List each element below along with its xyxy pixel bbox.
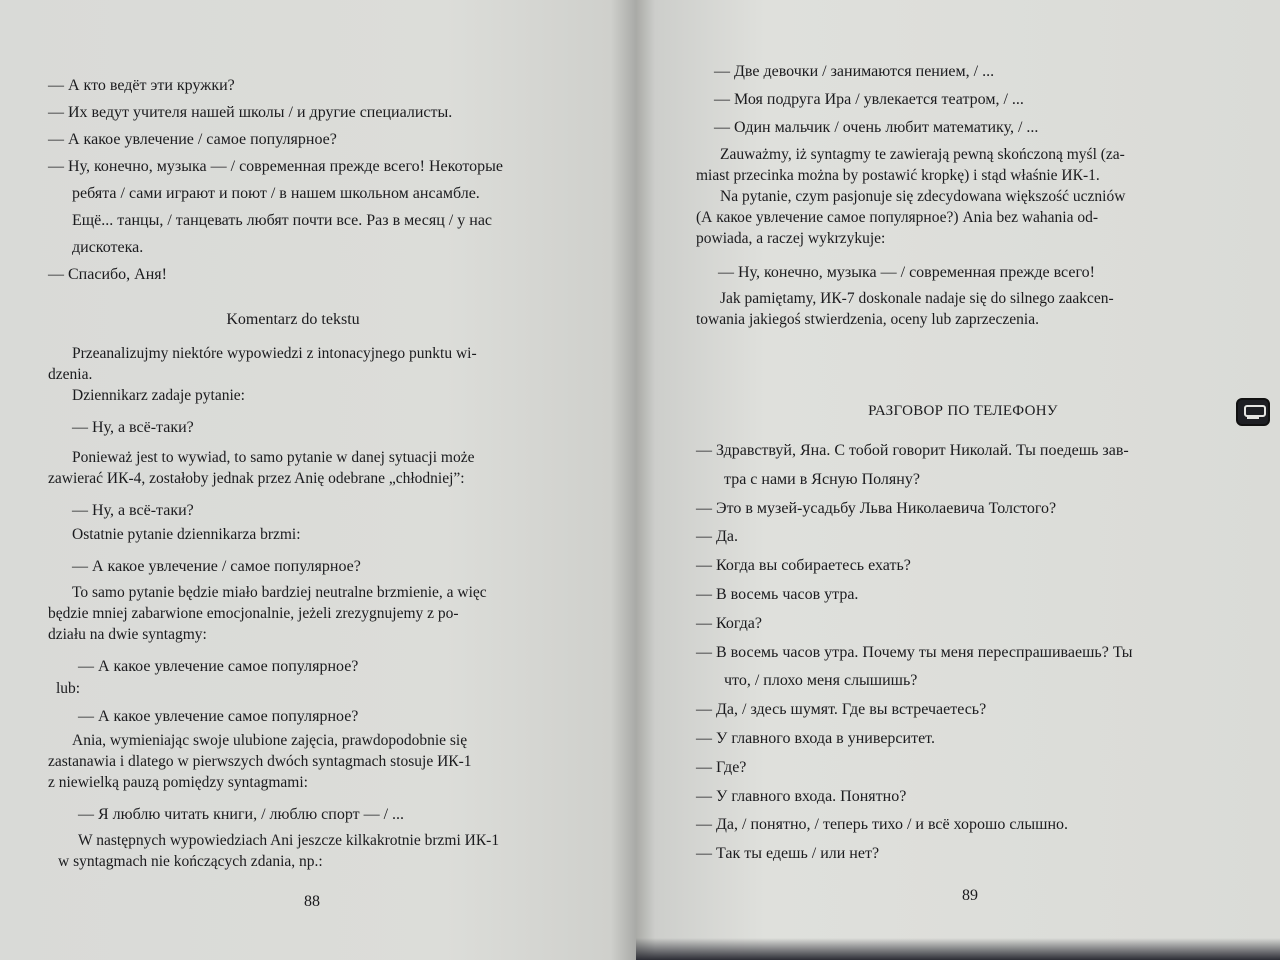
dialogue-line: — Ну, конечно, музыка — / современная прежде всего! Некоторые [48,158,503,175]
text-line: Ania, wymieniając swoje ulubione zajęcia, prawdopodobnie się [72,732,468,749]
text-line: miast przecinka można by postawić kropkę) i stąd właśnie ИК-1. [696,167,1100,184]
dialogue-line: — А какое увлечение / самое популярное? [48,131,337,148]
example-line: — А какое увлечение самое популярное? [78,658,359,675]
text-line: (А какое увлечение самое популярное?) Ania bez wahania od- [696,209,1099,226]
dialogue-line: — Когда? [696,614,762,632]
paragraph: Ostatnie pytanie dziennikarza brzmi: [72,526,301,543]
dialogue-line: ребята / сами играют и поют / в нашем школьном ансамбле. [72,185,480,202]
audio-cassette-icon [1236,398,1270,426]
text-line: Ponieważ jest to wywiad, to samo pytanie w danej sytuacji może [72,449,475,466]
paragraph: Dziennikarz zadaje pytanie: [72,387,245,404]
example-line: — Ну, а всё-таки? [72,419,194,436]
dialogue-line: — Один мальчик / очень любит математику, / ... [714,119,1039,136]
section-heading: РАЗГОВОР ПО ТЕЛЕФОНУ [868,403,1058,419]
paragraph [48,730,578,793]
example-line: — Ну, а всё-таки? [72,502,194,519]
dialogue-line: — У главного входа в университет. [696,729,935,747]
dialogue-line: — Так ты едешь / или нет? [696,845,880,863]
paragraph [696,186,1230,249]
text-line: Na pytanie, czym pasjonuje się zdecydowana większość uczniów [720,188,1126,205]
top-lines [696,58,1230,142]
dialogue-line: — Да, / здесь шумят. Где вы встречаетесь? [696,701,987,719]
text-line: powiada, a raczej wykrzykuje: [696,230,886,247]
text-line: w syntagmach nie kończących zdania, np.: [58,853,323,870]
text-line: dzenia. [48,366,93,383]
dialogue-top [48,74,578,286]
dialogue-line: — Где? [696,758,747,776]
phone-dialogue [696,437,1230,869]
dialogue-line: — Моя подруга Ира / увлекается театром, / ... [714,91,1024,108]
dialogue-line: — Когда вы собираетесь ехать? [696,557,911,575]
paragraph [48,582,578,645]
dialogue-line: — В восемь часов утра. Почему ты меня переспрашиваешь? Ты [696,643,1133,661]
dialogue-line: — Спасибо, Аня! [48,266,167,283]
dialogue-line: — Да, / понятно, / теперь тихо / и всё хорошо слышно. [696,816,1069,834]
dialogue-line: — В восемь часов утра. [696,585,859,603]
text-line: zastanawia i dlatego w pierwszych dwóch syntagmach stosuje ИК-1 [48,753,472,770]
dialogue-line: — Это в музей-усадьбу Льва Николаевича Толстого? [696,499,1057,517]
paragraph [48,343,578,385]
paragraph [48,830,578,872]
example-line: — А какое увлечение самое популярное? [78,708,359,725]
dialogue-line: тра с нами в Ясную Поляну? [724,470,920,488]
text-line: będzie mniej zabarwione emocjonalnie, jeżeli zrezygnujemy z po- [48,605,459,622]
dialogue-line: — Их ведут учителя нашей школы / и другие специалисты. [48,104,453,121]
right-page [636,0,1280,960]
dialogue-line: что, / плохо меня слышишь? [724,672,918,690]
page-number: 88 [304,893,320,910]
text-line: To samo pytanie będzie miało bardziej neutralne brzmienie, a więc [72,584,487,601]
dialogue-line: — У главного входа. Понятно? [696,787,907,805]
text-line: W następnych wypowiedziach Ani jeszcze kilkakrotnie brzmi ИК-1 [78,832,500,849]
text-line: z niewielką pauzą pomiędzy syntagmami: [48,774,308,791]
example-line: — А какое увлечение / самое популярное? [72,558,361,575]
dialogue-line: — Две девочки / занимаются пением, / ... [714,63,995,80]
text-line: Przeanalizujmy niektóre wypowiedzi z intonacyjnego punktu wi- [72,345,477,362]
example-line: — Я люблю читать книги, / люблю спорт — / ... [78,806,405,823]
text-line: towania jakiegoś stwierdzenia, oceny lub zaprzeczenia. [696,311,1039,328]
example-line: — Ну, конечно, музыка — / современная прежде всего! [718,264,1095,281]
dialogue-line: — Да. [696,528,739,546]
paragraph [48,447,578,489]
page-number: 89 [962,887,978,904]
dialogue-line: — Здравствуй, Яна. С тобой говорит Николай. Ты поедешь зав- [696,442,1129,459]
text-line: działu na dwie syntagmy: [48,626,207,643]
dialogue-line: дискотека. [72,239,144,256]
text-line: Zauważmy, iż syntagmy te zawierają pewną skończoną myśl (za- [720,146,1125,163]
paragraph [696,144,1230,186]
text-line: zawierać ИК-4, zostałoby jednak przez Anię odebrane „chłodniej”: [48,470,465,487]
text-line: Jak pamiętamy, ИК-7 doskonale nadaje się do silnego zaakcen- [720,290,1114,307]
paragraph [696,288,1230,330]
lub-label: lub: [56,680,81,697]
left-page [0,0,636,960]
dialogue-line: — А кто ведёт эти кружки? [48,77,235,94]
dialogue-line: Ещё... танцы, / танцевать любят почти все. Раз в месяц / у нас [72,212,493,229]
section-title: Komentarz do tekstu [226,311,360,328]
